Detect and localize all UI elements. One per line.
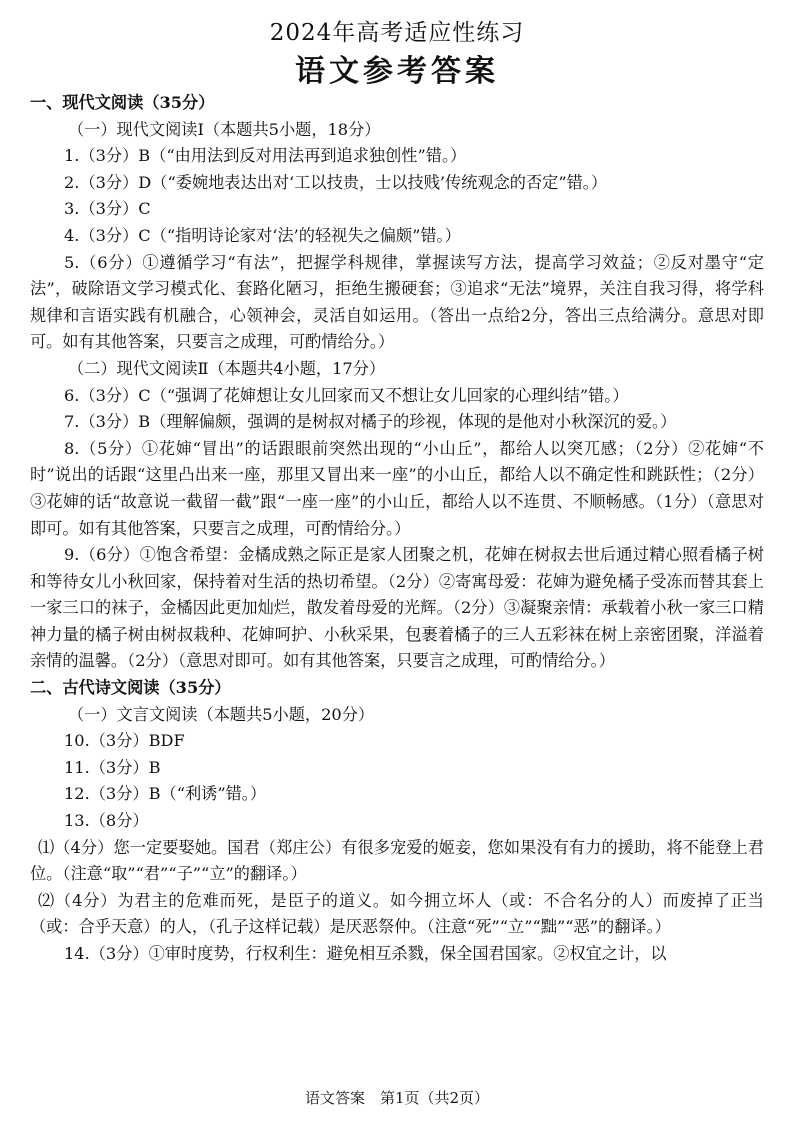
answer-q13: 13.（8分）: [64, 811, 149, 831]
page-title: 2024年高考适应性练习: [269, 20, 525, 46]
page-footer: 语文答案 第1页（共2页）: [304, 1089, 490, 1107]
answer-q13-part2: ⑵（4分）为君主的危难而死，是臣子的道义。如今拥立坏人（或：不合名分的人）而废掉了正当（或：合乎天意）的人，（孔子这样记载）是厌恶祭仲。（注意“死”“立”“黜”“恶”的翻译。）: [30, 890, 764, 937]
answer-q13-part1: ⑴（4分）您一定要娶她。国君（郑庄公）有很多宠爱的姬妾，您如果没有有力的援助，将不能登上君位。（注意“取”“君”“子”“立”的翻译。）: [30, 837, 764, 884]
answer-q14: 14.（3分）①审时度势，行权利生：避免相互杀戮，保全国君国家。②权宜之计，以: [64, 944, 667, 963]
answer-q7: 7.（3分）B（理解偏颇，强调的是树叔对橘子的珍视，体现的是他对小秋深沉的爱。）: [64, 412, 677, 432]
section-heading-modern-reading: 一、现代文阅读（35分）: [30, 93, 215, 112]
answer-q5: 5.（6分）①遵循学习“有法”，把握学科规律，掌握读写方法，提高学习效益；②反对墨守“定法”，破除语文学习模式化、套路化陋习，拒绝生搬硬套；③追求“无法”境界，关注自我习得，将学科规律和言语实践有机融合，心领神会，灵活自如运用。（答出一点给2分，答出三点给满分。意思对即可。如有其他答案，只要言之成理，可酌情给分。）: [30, 252, 764, 352]
answer-q3: 3.（3分）C: [64, 199, 151, 219]
answer-q10: 10.（3分）BDF: [64, 731, 185, 751]
section-heading-classical-reading: 二、古代诗文阅读（35分）: [30, 678, 231, 698]
subsection-heading-classical-prose: （一）文言文阅读（本题共5小题，20分）: [68, 704, 375, 724]
answer-q6: 6.（3分）C（“强调了花婶想让女儿回家而又不想让女儿回家的心理纠结”错。）: [64, 385, 629, 405]
answer-content: [30, 90, 764, 968]
answer-q12: 12.（3分）B（“利诱”错。）: [64, 784, 267, 804]
answer-q9: 9.（6分）①饱含希望：金橘成熟之际正是家人团聚之机，花婶在树叔去世后通过精心照看橘子树和等待女儿小秋回家，保持着对生活的热切希望。（2分）②寄寓母爱：花婶为避免橘子受冻而替其套上一家三口的袜子，金橘因此更加灿烂，散发着母爱的光辉。（2分）③凝聚亲情：承载着小秋一家三口精神力量的橘子树由树叔栽种、花婶呵护、小秋采果，包裹着橘子的三人五彩袜在树上亲密团聚，洋溢着亲情的温馨。（2分）（意思对即可。如有其他答案，只要言之成理，可酌情给分。）: [30, 545, 764, 671]
answer-q8: 8.（5分）①花婶“冒出”的话跟眼前突然出现的“小山丘”，都给人以突兀感；（2分）②花婶“不时”说出的话跟“这里凸出来一座，那里又冒出来一座”的小山丘，都给人以不确定性和跳跃性；（2分）③花婶的话“故意说一截留一截”跟“一座一座”的小山丘，都给人以不连贯、不顺畅感。（1分）（意思对即可。如有其他答案，只要言之成理，可酌情给分。）: [30, 438, 764, 538]
subsection-heading-modern-reading-2: （二）现代文阅读Ⅱ（本题共4小题，17分）: [68, 358, 386, 378]
answer-q4: 4.（3分）C（“指明诗论家对‘法’的轻视失之偏颇”错。）: [64, 225, 461, 245]
subsection-heading-modern-reading-1: （一）现代文阅读Ⅰ（本题共5小题，18分）: [68, 119, 381, 139]
answer-q1: 1.（3分）B（“由用法到反对用法再到追求独创性”错。）: [64, 146, 467, 166]
page-subtitle: 语文参考答案: [295, 54, 499, 89]
answer-q2: 2.（3分）D（“委婉地表达出对‘工以技贵，士以技贱’传统观念的否定”错。）: [64, 172, 608, 192]
answer-q11: 11.（3分）B: [64, 757, 161, 777]
